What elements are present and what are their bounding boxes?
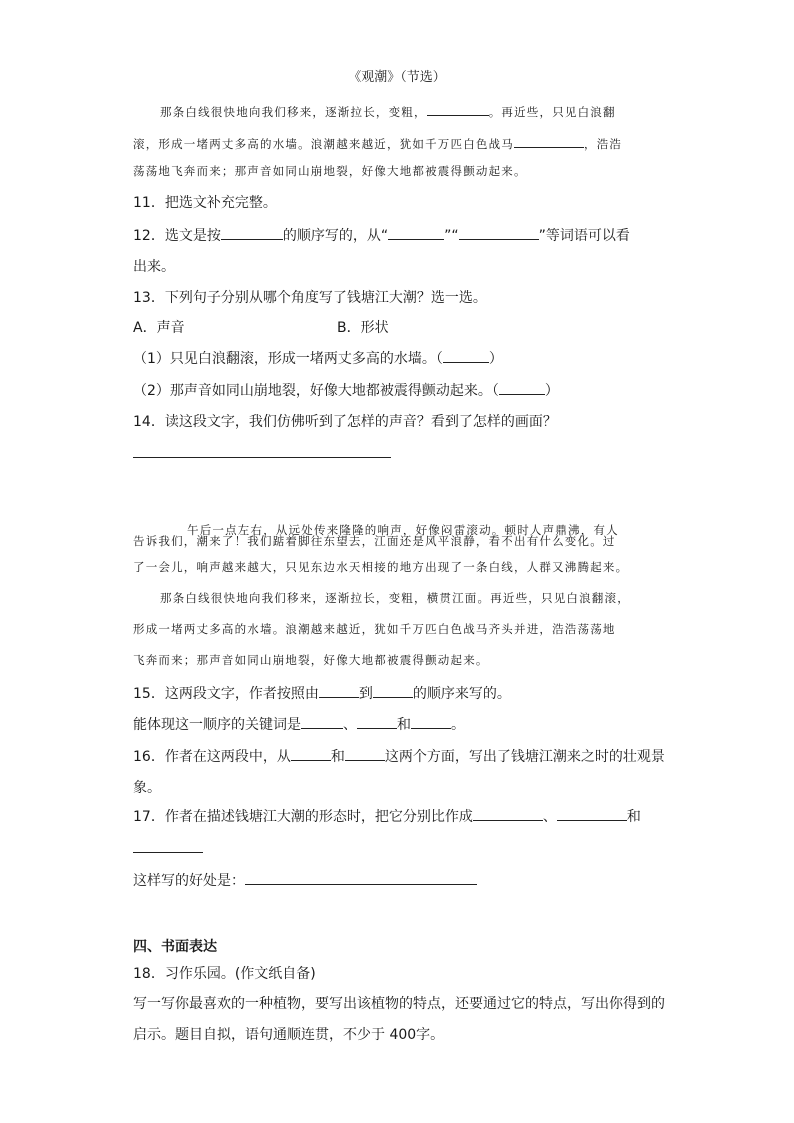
question-13: 13．下列句子分别从哪个角度写了钱塘江大潮？选一选。 (133, 290, 487, 306)
passage-title: 《观潮》（节选） (348, 70, 446, 85)
passage-text: 。再近些，只见白浪翻 (488, 105, 616, 119)
question-11: 11．把选文补充完整。 (133, 195, 277, 211)
question-18-line-1: 写一写你最喜欢的一种植物，要写出该植物的特点，还要通过它的特点，写出你得到的 (133, 996, 665, 1012)
question-text: 到 (358, 686, 373, 702)
question-17-benefit (133, 870, 477, 890)
answer-blank[interactable] (291, 746, 331, 761)
question-text: 15．这两段文字，作者按照由 (133, 686, 319, 702)
answer-line[interactable] (133, 852, 203, 853)
answer-blank[interactable] (357, 714, 397, 729)
question-18: 18．习作乐园。(作文纸自备) (133, 966, 316, 982)
passage1-line-1 (160, 101, 616, 120)
question-text: 和 (330, 749, 345, 765)
question-17 (133, 806, 641, 826)
answer-blank[interactable] (499, 380, 545, 395)
passage2-line-2-visible: 告诉我们，潮来了！我们踮着脚往东望去，江面还是风平浪静，看不出有什么变化。过 (133, 534, 616, 548)
answer-blank[interactable] (301, 714, 343, 729)
passage2-line-6: 飞奔而来；那声音如同山崩地裂，好像大地都被震得颤动起来。 (133, 653, 489, 667)
question-13-item-1 (133, 348, 503, 368)
question-text: ） (544, 383, 559, 399)
question-16 (133, 746, 665, 766)
question-text: （1）只见白浪翻滚，形成一堵两丈多高的水墙。（ (133, 351, 443, 367)
question-14: 14．读这段文字，我们仿佛听到了怎样的声音？看到了怎样的画面？ (133, 414, 557, 430)
question-15-line-2 (133, 714, 465, 734)
answer-blank[interactable] (514, 133, 584, 148)
answer-blank[interactable] (473, 806, 543, 821)
passage2-line-5: 形成一堵两丈多高的水墙。浪潮越来越近，犹如千万匹白色战马齐头并进，浩浩荡荡地 (133, 622, 616, 636)
answer-blank[interactable] (443, 348, 489, 363)
option-a[interactable]: A．声音 (133, 320, 185, 336)
answer-blank[interactable] (319, 683, 359, 698)
passage2-line-4: 那条白线很快地向我们移来，逐渐拉长，变粗，横贯江面。再近些，只见白浪翻滚， (160, 591, 630, 605)
question-15 (133, 683, 511, 703)
question-text: 和 (626, 809, 641, 825)
answer-blank[interactable] (459, 225, 539, 240)
question-12-line-2: 出来。 (133, 259, 175, 275)
passage1-line-3: 荡荡地飞奔而来；那声音如同山崩地裂，好像大地都被震得颤动起来。 (133, 164, 527, 178)
answer-blank[interactable] (221, 225, 283, 240)
question-text: 、 (542, 809, 557, 825)
question-text: 能体现这一顺序的关键词是 (133, 717, 301, 733)
answer-blank[interactable] (245, 870, 477, 885)
answer-blank[interactable] (388, 225, 444, 240)
question-text: ”“ (444, 228, 459, 244)
question-text: （2）那声音如同山崩地裂，好像大地都被震得颤动起来。（ (133, 383, 499, 399)
answer-blank[interactable] (411, 714, 451, 729)
question-text: 这两个方面，写出了钱塘江潮来之时的壮观景 (384, 749, 665, 765)
passage2-line-1: 午后一点左右，从远处传来隆隆的响声，好像闷雷滚动。顿时人声鼎沸，有人 (187, 523, 619, 537)
answer-blank[interactable] (345, 746, 385, 761)
question-text: ） (488, 351, 503, 367)
question-text: ”等词语可以看 (538, 228, 630, 244)
answer-line[interactable] (133, 457, 391, 458)
question-text: 17．作者在描述钱塘江大潮的形态时，把它分别比作成 (133, 809, 473, 825)
question-18-line-2: 启示。题目自拟，语句通顺连贯，不少于 400字。 (133, 1027, 445, 1043)
question-12 (133, 225, 630, 245)
question-16-line-2: 象。 (133, 780, 161, 796)
passage1-line-2 (133, 133, 622, 152)
question-text: 、 (343, 717, 357, 733)
answer-blank[interactable] (427, 101, 489, 116)
passage2-line-3: 了一会儿，响声越来越大，只见东边水天相接的地方出现了一条白线，人群又沸腾起来。 (133, 560, 629, 574)
question-text: 。 (451, 717, 465, 733)
question-text: 16．作者在这两段中，从 (133, 749, 291, 765)
question-13-item-2 (133, 380, 559, 400)
option-b[interactable]: B．形状 (337, 320, 389, 336)
section-heading: 四、书面表达 (133, 939, 217, 955)
passage-text: ，浩浩 (584, 137, 623, 151)
question-text: 的顺序写的，从“ (282, 228, 389, 244)
answer-blank[interactable] (557, 806, 627, 821)
question-text: 的顺序来写的。 (412, 686, 511, 702)
question-text: 和 (397, 717, 411, 733)
passage-text: 滚，形成一堵两丈多高的水墙。浪潮越来越近，犹如千万匹白色战马 (133, 137, 514, 151)
question-text: 这样写的好处是： (133, 873, 245, 889)
answer-blank[interactable] (373, 683, 413, 698)
passage-text: 那条白线很快地向我们移来，逐渐拉长，变粗， (160, 105, 427, 119)
question-text: 12．选文是按 (133, 228, 221, 244)
